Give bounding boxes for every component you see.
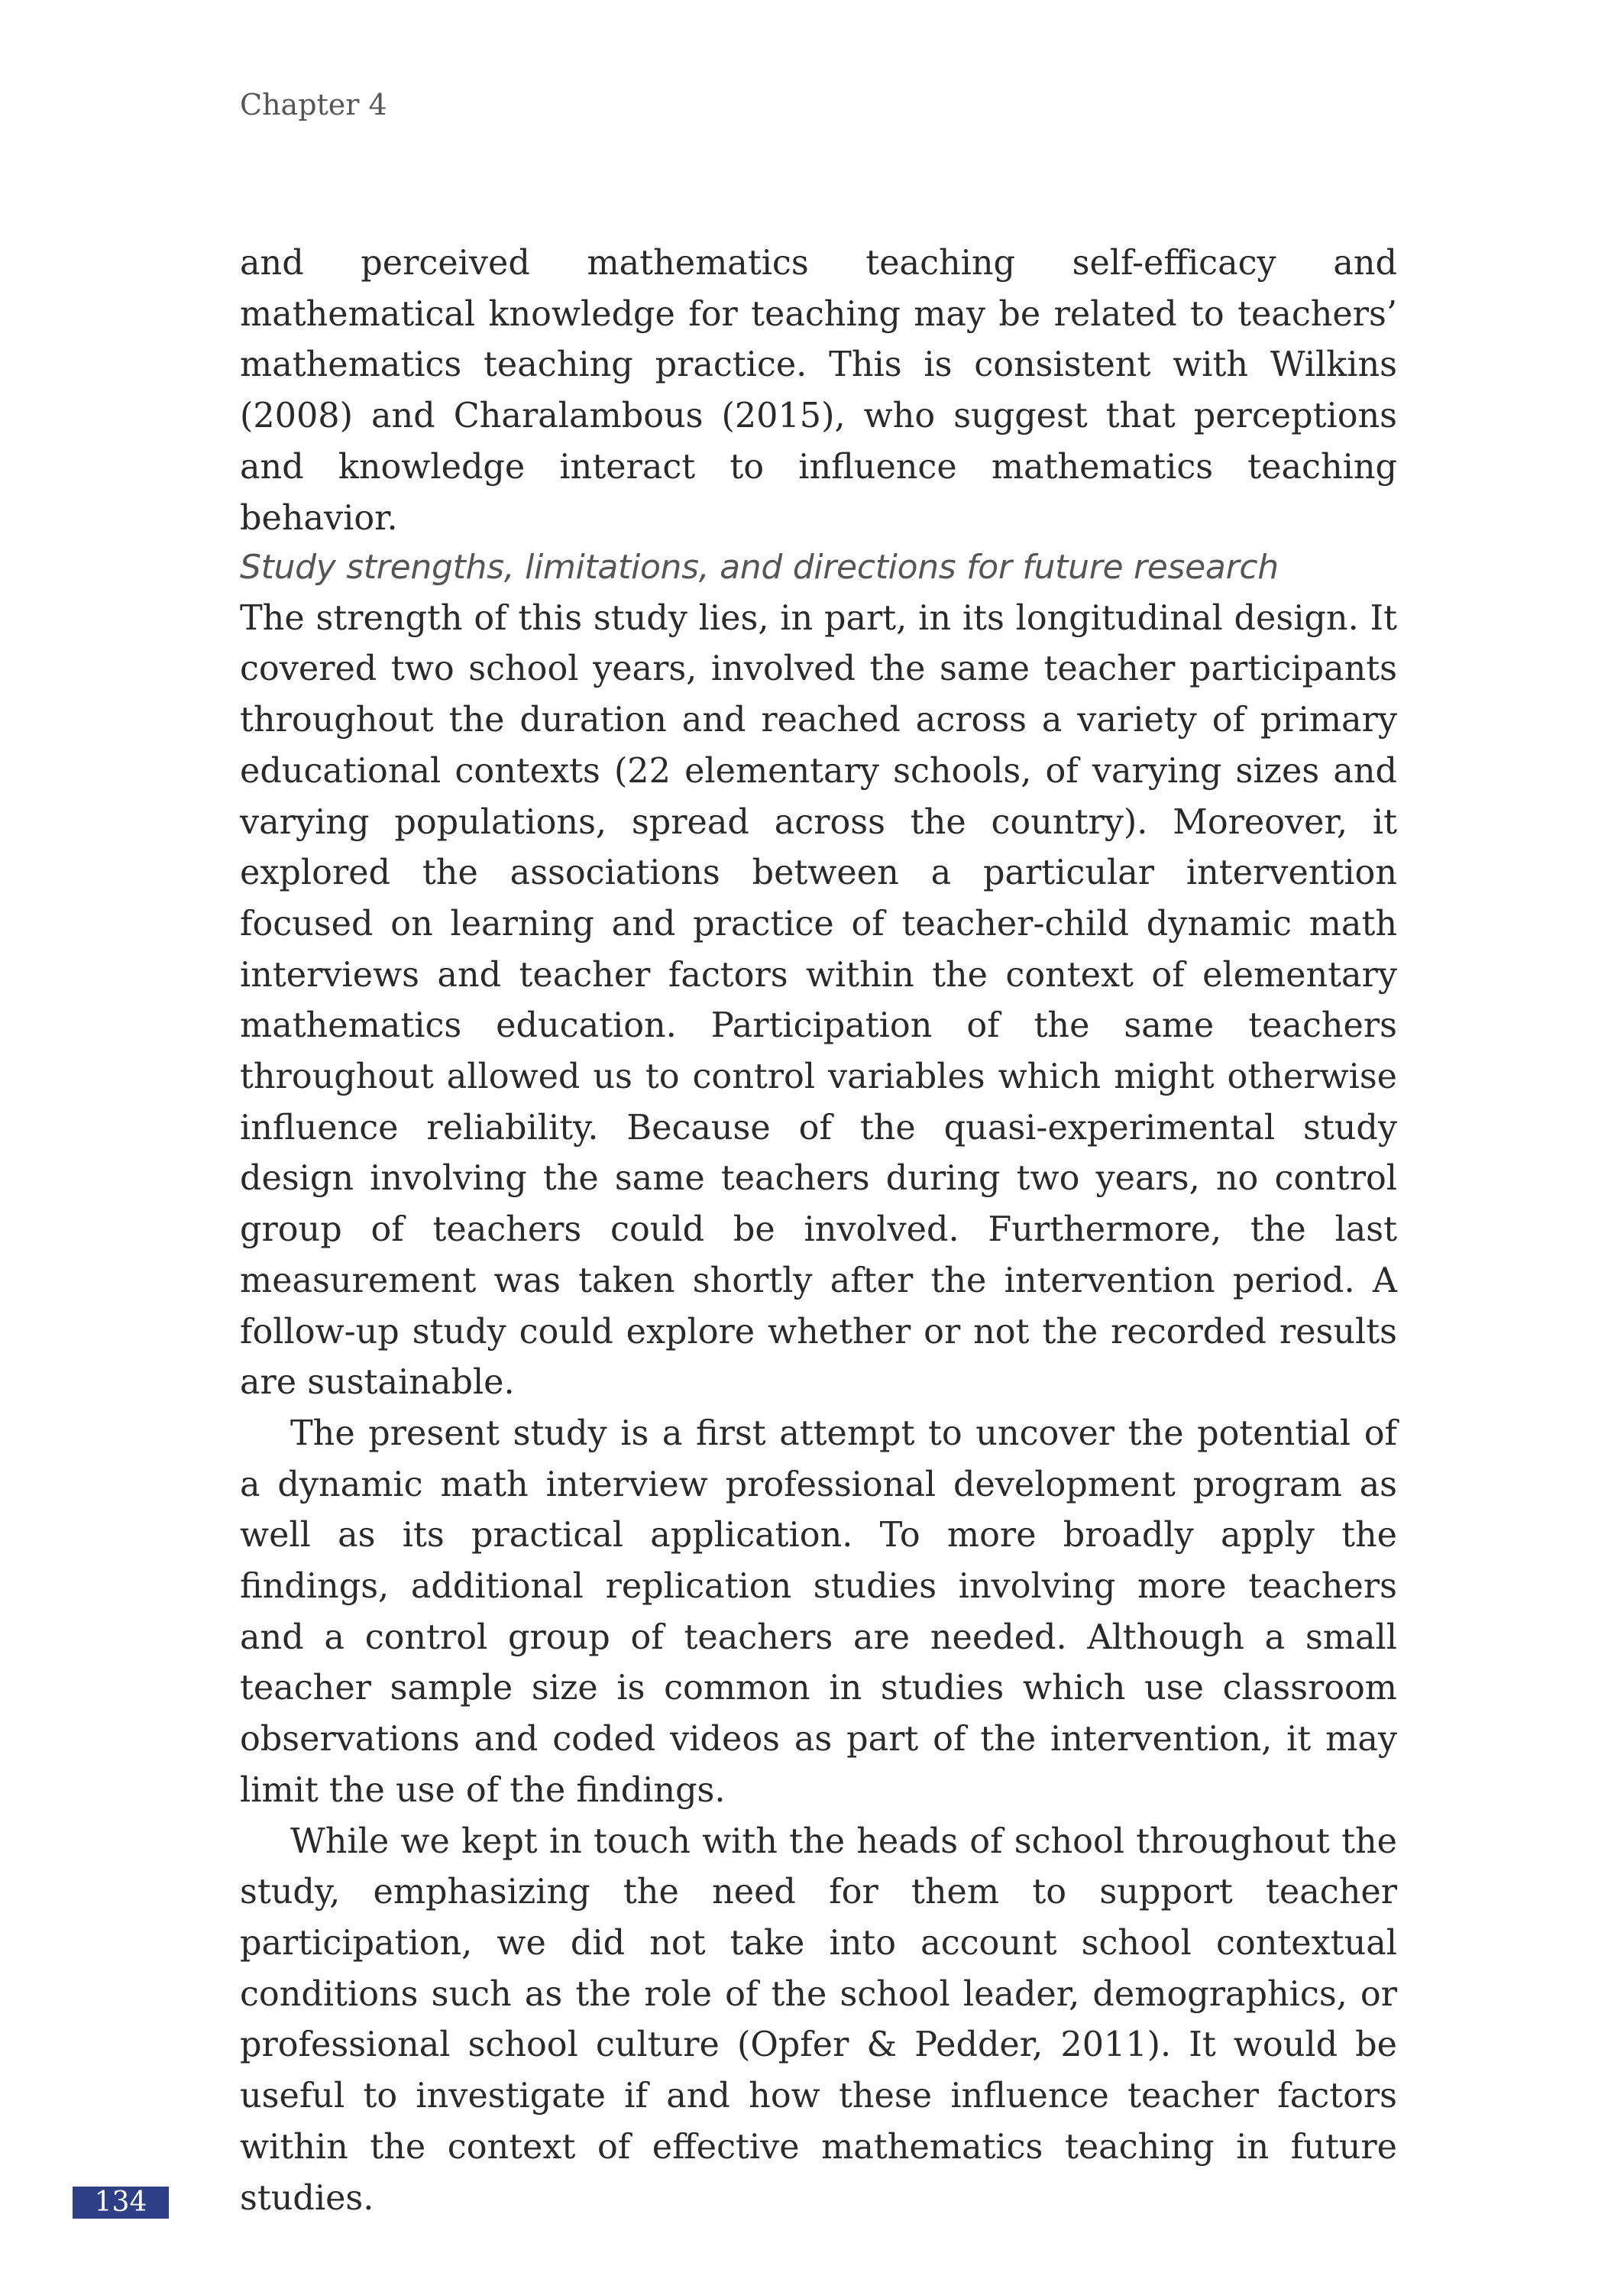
page-number: 134 bbox=[73, 2187, 169, 2219]
section-body bbox=[240, 542, 1397, 2224]
section-heading: Study strengths, limitations, and directions for future research bbox=[240, 548, 1279, 587]
body-paragraph: The strength of this study lies, in part, in its longitudinal design. It covered two school years, involved the same teacher participants throughout the duration and reached across a variety of primary educational contexts (22 elementary schools, of varying sizes and varying populations, spread across the country). Moreover, it explored the associations between a particular intervention focused on learning and practice of teacher-child dynamic math interviews and teacher factors within the context of elementary mathematics education. Participation of the same teachers throughout allowed us to control variables which might otherwise influence reliability. Because of the quasi-experimental study design involving the same teachers during two years, no control group of teachers could be involved. Furthermore, the last measurement was taken shortly after the intervention period. A follow-up study could explore whether or not the recorded results are sustainable. bbox=[240, 598, 1397, 1403]
intro-paragraph: and perceived mathematics teaching self-efficacy and mathematical knowledge for teaching may be related to teachers’ mathematics teaching practice. This is consistent with Wilkins (2008) and Charalambous (2015), who suggest that perceptions and knowledge interact to influence mathematics teaching behavior. bbox=[240, 244, 1397, 538]
body-paragraph: The present study is a first attempt to uncover the potential of a dynamic math interview professional development program as well as its practical application. To more broadly apply the findings, additional replication studies involving more teachers and a control group of teachers are needed. Although a small teacher sample size is common in studies which use classroom observations and coded videos as part of the intervention, it may limit the use of the findings. bbox=[240, 1413, 1397, 1810]
running-header: Chapter 4 bbox=[240, 88, 387, 121]
intro-text bbox=[240, 238, 1397, 544]
body-paragraph: While we kept in touch with the heads of school throughout the study, emphasizing the need for them to support teacher participation, we did not take into account school contextual conditions such as the role of the school leader, demographics, or professional school culture (Opfer & Pedder, 2011). It would be useful to investigate if and how these influence teacher factors within the context of effective mathematics teaching in future studies. bbox=[240, 1821, 1397, 2218]
